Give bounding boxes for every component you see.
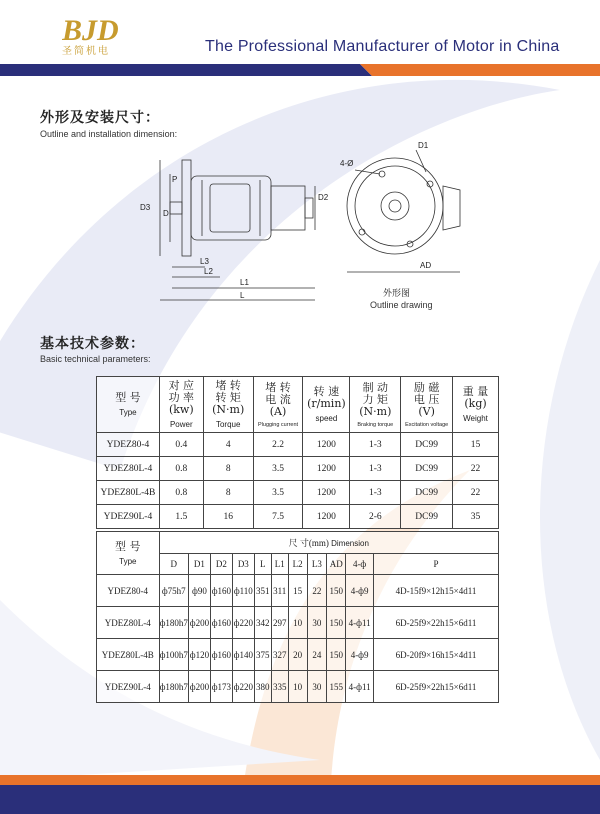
table-cell: 4D-15f9×12h15×4d11: [373, 575, 498, 607]
label-text: 重 量 (kg): [462, 385, 489, 410]
footer-color-band: [0, 775, 600, 814]
table-cell: DC99: [401, 481, 453, 505]
table-cell: P: [373, 554, 498, 575]
table-cell: 16: [203, 505, 253, 529]
table-cell: 1.5: [159, 505, 203, 529]
label-text: 励 磁 电 压 (V): [413, 380, 440, 418]
col-header-speed: [303, 377, 350, 433]
col-header-current: [253, 377, 303, 433]
table-cell: D: [159, 554, 188, 575]
label-text: L: [240, 291, 245, 300]
table-cell: 1200: [303, 505, 350, 529]
col-header-type: [97, 377, 160, 433]
table-row: [97, 457, 499, 481]
logo-mark-icon: [62, 12, 132, 46]
table-header-row: [97, 377, 499, 433]
table-cell: DC99: [401, 505, 453, 529]
table-cell: 1-3: [350, 481, 401, 505]
table-cell: 311: [271, 575, 288, 607]
label-text: 制 动 力 矩 (N·m): [359, 380, 392, 418]
table-cell: ф173: [210, 671, 232, 703]
table-cell: 1200: [303, 457, 350, 481]
table-cell: 30: [307, 671, 327, 703]
label-text: Braking torque: [357, 421, 394, 428]
dim-col-header-type: [97, 532, 160, 575]
table-cell: L: [254, 554, 271, 575]
table-cell: 2-6: [350, 505, 401, 529]
table-cell: 3.5: [253, 481, 303, 505]
outline-title-en: Outline and installation dimension:: [40, 129, 178, 139]
label-text: P: [172, 175, 178, 184]
table-cell: ф200: [188, 607, 210, 639]
table-cell: ф160: [210, 639, 232, 671]
table-cell: 4-ф: [346, 554, 374, 575]
end-view-flange: [347, 158, 443, 254]
label-text: Type: [119, 408, 137, 417]
table-cell: 4-ф9: [346, 575, 374, 607]
table-cell: 1-3: [350, 457, 401, 481]
table-cell: 0.8: [159, 481, 203, 505]
table-cell: L3: [307, 554, 327, 575]
dim-header-row-1: [97, 532, 499, 554]
table-cell: ф110: [232, 575, 254, 607]
dimension-table: [96, 531, 499, 703]
table-cell: 4-ф11: [346, 607, 374, 639]
table-cell: 7.5: [253, 505, 303, 529]
table-row: [97, 607, 499, 639]
label-text: 转 速 (r/min): [307, 385, 346, 410]
col-header-braking-torque: [350, 377, 401, 433]
table-cell: 22: [453, 481, 499, 505]
table-cell: ф75h7: [159, 575, 188, 607]
table-cell: 1200: [303, 481, 350, 505]
col-header-torque: [203, 377, 253, 433]
table-cell: L2: [288, 554, 307, 575]
logo-text: 圣简机电: [62, 46, 110, 57]
table-row: [97, 433, 499, 457]
table-cell: 30: [307, 607, 327, 639]
table-cell: 150: [327, 575, 346, 607]
table-cell: 8: [203, 457, 253, 481]
table-cell: YDEZ80L-4: [97, 607, 160, 639]
table-cell: ф160: [210, 607, 232, 639]
table-cell: DC99: [401, 433, 453, 457]
label-text: 4-Ø: [340, 159, 354, 168]
table-row: [97, 671, 499, 703]
table-cell: 335: [271, 671, 288, 703]
table-cell: ф220: [232, 607, 254, 639]
label-text: D1: [418, 141, 429, 150]
table-cell: 155: [327, 671, 346, 703]
label-text: 型 号: [115, 391, 141, 404]
table-cell: DC99: [401, 457, 453, 481]
table-cell: ф100h7: [159, 639, 188, 671]
label-text: L3: [200, 257, 209, 266]
table-cell: ф160: [210, 575, 232, 607]
params-title-cn: 基本技术参数：: [40, 336, 145, 352]
dim-group-header: [159, 532, 498, 554]
brake-housing: [271, 186, 305, 230]
table-cell: 297: [271, 607, 288, 639]
technical-parameters-table: [96, 376, 499, 529]
header-tagline: The Professional Manufacturer of Motor in China: [205, 38, 560, 55]
table-cell: 35: [453, 505, 499, 529]
table-row: [97, 481, 499, 505]
table-cell: 10: [288, 607, 307, 639]
table-cell: 1200: [303, 433, 350, 457]
table-cell: YDEZ90L-4: [97, 505, 160, 529]
table-cell: ф120: [188, 639, 210, 671]
table-row: [97, 639, 499, 671]
table-cell: 8: [203, 481, 253, 505]
table-cell: 24: [307, 639, 327, 671]
table-cell: 351: [254, 575, 271, 607]
label-text: Type: [119, 556, 137, 566]
table-cell: ф200: [188, 671, 210, 703]
header-color-band: [0, 64, 600, 76]
label-text: D: [163, 209, 169, 218]
table-cell: YDEZ80L-4B: [97, 639, 160, 671]
table-cell: 4-ф11: [346, 671, 374, 703]
table-cell: 6D-25f9×22h15×6d11: [373, 607, 498, 639]
label-text: D2: [318, 193, 329, 202]
table-cell: 2.2: [253, 433, 303, 457]
table-cell: 380: [254, 671, 271, 703]
col-header-voltage: [401, 377, 453, 433]
outline-drawing: [130, 140, 480, 325]
label-text: Power: [169, 420, 193, 429]
table-cell: AD: [327, 554, 346, 575]
table-cell: 0.8: [159, 457, 203, 481]
table-cell: ф140: [232, 639, 254, 671]
table-cell: 3.5: [253, 457, 303, 481]
table-cell: L1: [271, 554, 288, 575]
table-cell: ф180h7: [159, 607, 188, 639]
table-cell: 327: [271, 639, 288, 671]
table-row: [97, 575, 499, 607]
label-text: 型 号: [115, 539, 141, 553]
table-cell: 342: [254, 607, 271, 639]
table-cell: 20: [288, 639, 307, 671]
drawing-caption-en: Outline drawing: [370, 300, 433, 310]
col-header-power: [159, 377, 203, 433]
table-cell: 4-ф9: [346, 639, 374, 671]
table-cell: D2: [210, 554, 232, 575]
table-cell: 15: [288, 575, 307, 607]
col-header-weight: [453, 377, 499, 433]
label-text: speed: [315, 414, 338, 423]
shaft: [170, 202, 182, 214]
label-text: D3: [140, 203, 151, 212]
motor-body: [191, 176, 271, 240]
table-cell: 150: [327, 607, 346, 639]
terminal-box: [443, 186, 460, 230]
table-cell: D1: [188, 554, 210, 575]
outline-title-cn: 外形及安装尺寸：: [40, 110, 160, 126]
table-cell: ф220: [232, 671, 254, 703]
table-cell: 375: [254, 639, 271, 671]
table-cell: 15: [453, 433, 499, 457]
label-text: Torque: [215, 420, 241, 429]
label-text: 对 应 功 率 (kw): [168, 379, 195, 416]
table-cell: YDEZ80-4: [97, 433, 160, 457]
label-text: L1: [240, 278, 249, 287]
label-text: Dimension: [331, 539, 369, 548]
label-text: 堵 转 转 矩 (N·m): [212, 379, 245, 416]
table-cell: YDEZ80L-4B: [97, 481, 160, 505]
table-cell: 6D-25f9×22h15×6d11: [373, 671, 498, 703]
table-cell: 150: [327, 639, 346, 671]
table-cell: 6D-20f9×16h15×4d11: [373, 639, 498, 671]
label-text: Weight: [463, 414, 488, 423]
table-cell: ф180h7: [159, 671, 188, 703]
label-text: AD: [420, 261, 432, 270]
table-row: [97, 505, 499, 529]
label-text: 尺 寸(mm): [288, 538, 329, 548]
table-cell: YDEZ80L-4: [97, 457, 160, 481]
table-cell: 4: [203, 433, 253, 457]
label-text: Excitation voltage: [405, 421, 449, 428]
table-cell: 22: [307, 575, 327, 607]
label-text: L2: [204, 267, 213, 276]
table-cell: ф90: [188, 575, 210, 607]
flange: [182, 160, 191, 256]
table-cell: 10: [288, 671, 307, 703]
table-cell: 1-3: [350, 433, 401, 457]
table-cell: YDEZ80-4: [97, 575, 160, 607]
table-cell: YDEZ90L-4: [97, 671, 160, 703]
params-title-en: Basic technical parameters:: [40, 354, 151, 364]
label-text: Plugging current: [258, 421, 299, 428]
label-text: 堵 转 电 流 (A): [265, 380, 291, 418]
table-cell: 0.4: [159, 433, 203, 457]
drawing-caption-cn: 外形图: [383, 289, 411, 299]
table-cell: 22: [453, 457, 499, 481]
table-cell: D3: [232, 554, 254, 575]
label-text: BJD: [62, 14, 119, 46]
